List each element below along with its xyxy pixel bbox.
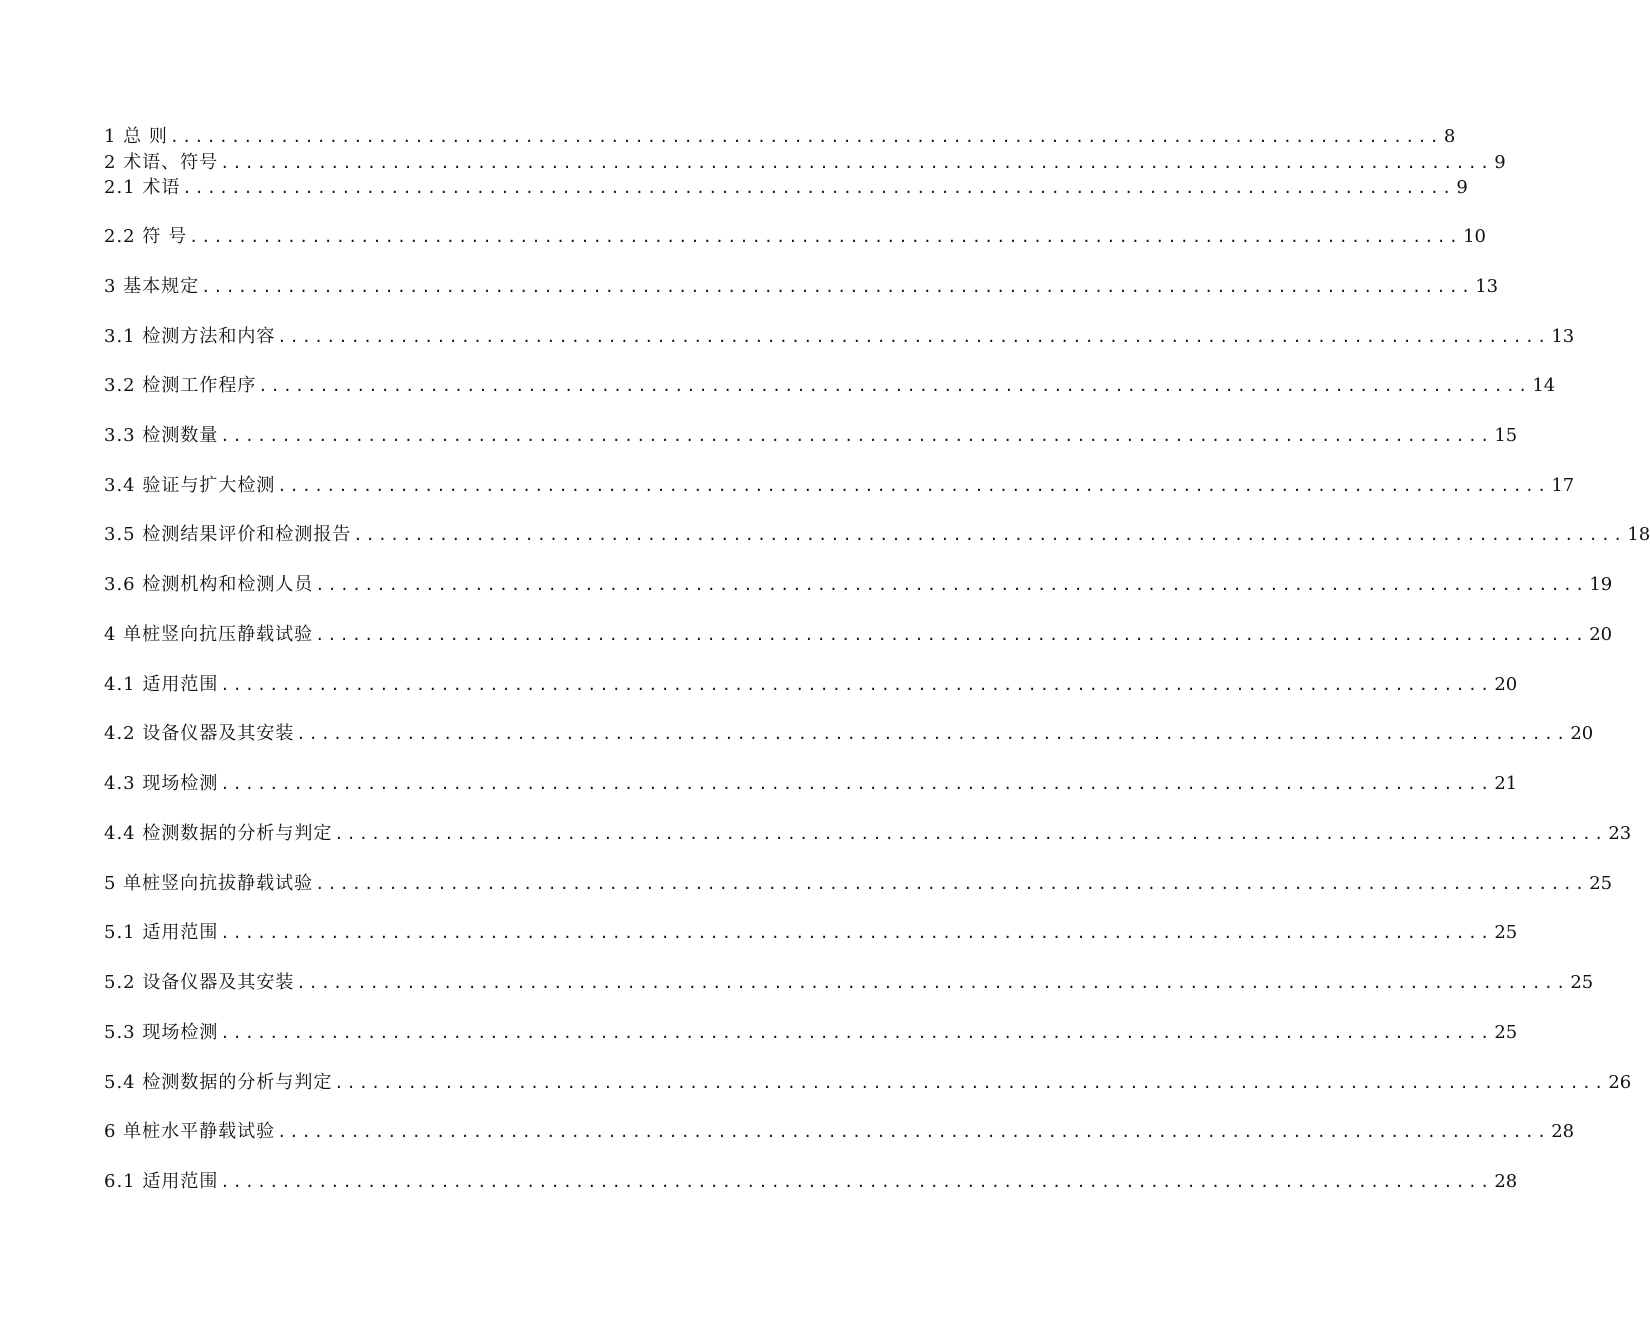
toc-entry-title: 6.1 适用范围 [104,1171,219,1192]
toc-entry-title: 5.1 适用范围 [104,922,219,943]
toc-entry-title: 3.6 检测机构和检测人员 [104,574,314,595]
toc-entry[interactable] [104,672,1518,698]
toc-dot-leader: ........................................................................................................ [220,1024,1493,1042]
toc-dot-leader: ........................................................................................................ [296,974,1569,992]
toc-dot-leader: ........................................................................................................ [277,477,1550,495]
toc-entry-title: 3.3 检测数量 [104,425,219,446]
toc-dot-leader: ........................................................................................................ [169,128,1442,146]
toc-dot-leader: ........................................................................................................ [277,328,1550,346]
toc-dot-leader: ........................................................................................................ [258,377,1531,395]
toc-entry-title: 5.2 设备仪器及其安装 [104,972,295,993]
toc-entry-title: 5.3 现场检测 [104,1022,219,1043]
toc-entry[interactable] [104,324,1575,350]
toc-entry-page: 18 [1627,524,1650,545]
toc-entry-page: 19 [1589,574,1613,595]
toc-entry-page: 25 [1570,972,1594,993]
toc-entry-title: 2.2 符 号 [104,226,188,247]
toc-entry-title: 6 单桩水平静载试验 [104,1121,276,1142]
toc-entry-page: 28 [1494,1171,1518,1192]
toc-entry[interactable] [104,1070,1632,1096]
toc-dot-leader: ........................................................................................................ [201,278,1474,296]
toc-entry-page: 28 [1551,1121,1575,1142]
toc-entry-title: 2 术语、符号 [104,152,219,173]
toc-dot-leader: ........................................................................................................ [353,526,1626,544]
toc-dot-leader: ........................................................................................................ [220,676,1493,694]
toc-entry[interactable] [104,1020,1518,1046]
toc-entry-title: 5.4 检测数据的分析与判定 [104,1072,333,1093]
toc-dot-leader: ........................................................................................................ [334,1074,1607,1092]
toc-entry-page: 8 [1443,126,1456,147]
toc-entry-title: 5 单桩竖向抗拔静载试验 [104,873,314,894]
toc-entry-page: 25 [1494,922,1518,943]
toc-entry[interactable] [104,970,1594,996]
toc-entry-page: 21 [1494,773,1518,794]
toc-entry[interactable] [104,771,1518,797]
toc-dot-leader: ........................................................................................................ [296,725,1569,743]
toc-entry-page: 20 [1589,624,1613,645]
toc-entry[interactable] [104,124,1456,150]
toc-entry-page: 10 [1463,226,1486,247]
toc-entry[interactable] [104,423,1518,449]
toc-entry-page: 15 [1494,425,1518,446]
toc-dot-leader: ........................................................................................................ [277,1123,1550,1141]
toc-entry[interactable] [104,920,1518,946]
toc-entry-title: 4 单桩竖向抗压静载试验 [104,624,314,645]
toc-dot-leader: ........................................................................................................ [334,825,1607,843]
toc-entry-title: 2.1 术语 [104,177,181,198]
toc-dot-leader: ........................................................................................................ [315,875,1588,893]
toc-entry-title: 3.5 检测结果评价和检测报告 [104,524,352,545]
toc-entry[interactable] [104,274,1499,300]
toc-dot-leader: ........................................................................................................ [220,1173,1493,1191]
toc-entry-page: 20 [1570,723,1594,744]
toc-entry-title: 3 基本规定 [104,276,200,297]
toc-entry[interactable] [104,622,1613,648]
toc-entry-title: 3.1 检测方法和内容 [104,326,276,347]
toc-entry-page: 17 [1551,475,1575,496]
toc-entry-title: 1 总 则 [104,126,168,147]
toc-entry[interactable] [104,1119,1575,1145]
toc-entry[interactable] [104,1169,1518,1195]
toc-entry-page: 20 [1494,674,1518,695]
toc-entry-title: 4.3 现场检测 [104,773,219,794]
toc-entry[interactable] [104,572,1613,598]
toc-entry-title: 4.1 适用范围 [104,674,219,695]
toc-entry-page: 13 [1551,326,1575,347]
toc-entry-page: 9 [1494,152,1506,173]
toc-dot-leader: ........................................................................................................ [189,228,1462,246]
toc-entry[interactable] [104,871,1613,897]
toc-dot-leader: ........................................................................................................ [220,154,1493,172]
toc-entry-title: 4.2 设备仪器及其安装 [104,723,295,744]
toc-dot-leader: ........................................................................................................ [220,924,1493,942]
toc-dot-leader: ........................................................................................................ [315,576,1588,594]
toc-dot-leader: ........................................................................................................ [220,427,1493,445]
toc-entry-page: 14 [1532,375,1556,396]
toc-entry-title: 3.2 检测工作程序 [104,375,257,396]
toc-entry-page: 9 [1456,177,1468,198]
toc-dot-leader: ........................................................................................................ [220,775,1493,793]
toc-dot-leader: ........................................................................................................ [182,179,1455,197]
toc-entry[interactable] [104,522,1650,548]
toc-entry[interactable] [104,821,1632,847]
toc-entry-page: 25 [1494,1022,1518,1043]
toc-entry[interactable] [104,721,1594,747]
toc-entry-title: 4.4 检测数据的分析与判定 [104,823,333,844]
toc-entry[interactable] [104,150,1506,176]
toc-entry[interactable] [104,473,1575,499]
toc-entry[interactable] [104,175,1468,201]
toc-entry-page: 23 [1608,823,1632,844]
toc-entry-page: 25 [1589,873,1613,894]
toc-entry-title: 3.4 验证与扩大检测 [104,475,276,496]
toc-dot-leader: ........................................................................................................ [315,626,1588,644]
toc-entry-page: 13 [1475,276,1499,297]
toc-entry-page: 26 [1608,1072,1632,1093]
toc-entry[interactable] [104,224,1486,250]
toc-entry[interactable] [104,373,1556,399]
